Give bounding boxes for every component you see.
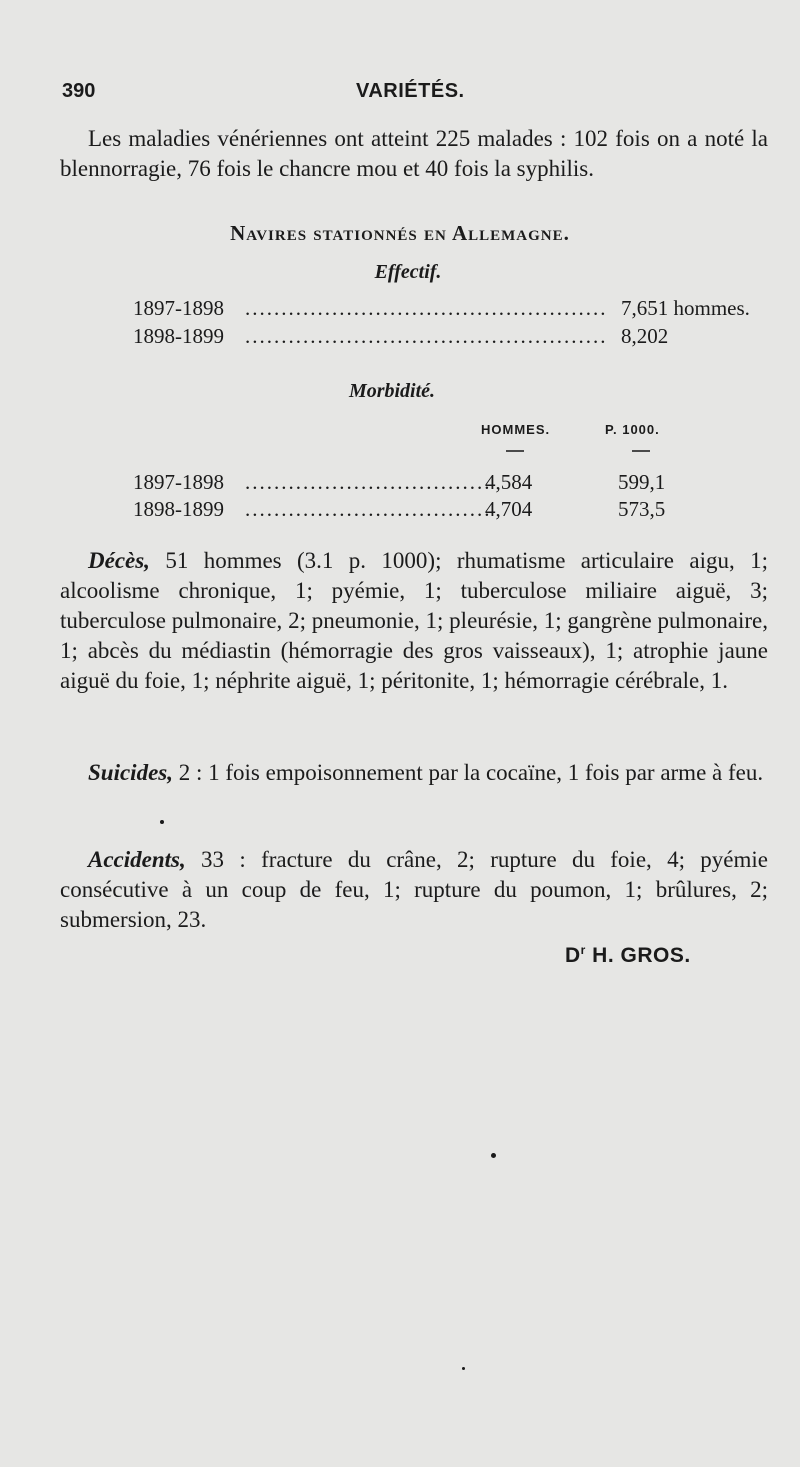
morbidite-heading: Morbidité. — [348, 380, 436, 402]
ink-speck — [462, 1367, 465, 1370]
signature-sup: r — [580, 943, 586, 957]
effectif-value: 8,202 — [621, 324, 669, 348]
column-rule — [632, 450, 650, 452]
suicides-label: Suicides, — [88, 760, 173, 785]
leader-dots: .................................................. — [245, 296, 608, 320]
accidents-label: Accidents, — [88, 847, 186, 872]
morbidite-hommes: 4,704 — [485, 497, 533, 521]
intro-paragraph: Les maladies vénériennes ont atteint 225 malades : 102 fois on a noté la blennorragie, 76 fois le chancre mou et 40 fois la syphilis. — [60, 126, 768, 181]
leader-dots: .................................. — [245, 497, 492, 521]
morbidite-period: 1897-1898 — [133, 470, 224, 494]
effectif-period: 1897-1898 — [133, 296, 224, 320]
section-title: Navires stationnés en Allemagne. — [230, 221, 570, 245]
leader-dots: .................................................. — [245, 324, 608, 348]
suicides-paragraph — [60, 758, 768, 788]
effectif-heading: Effectif. — [374, 261, 442, 283]
ink-speck — [160, 820, 164, 824]
running-head: VARIÉTÉS. — [356, 80, 465, 102]
morbidite-column-headers — [0, 422, 800, 448]
leader-dots: .................................. — [245, 470, 492, 494]
column-rule — [506, 450, 524, 452]
deces-paragraph — [60, 546, 768, 696]
morbidite-hommes: 4,584 — [485, 470, 533, 494]
accidents-paragraph — [60, 845, 768, 935]
effectif-value: 7,651 hommes. — [621, 296, 750, 320]
column-header-p1000: P. 1000. — [605, 422, 660, 437]
author-signature — [565, 943, 691, 968]
morbidite-period: 1898-1899 — [133, 497, 224, 521]
column-header-hommes: HOMMES. — [481, 422, 551, 437]
morbidite-p1000: 599,1 — [618, 470, 666, 494]
morbidite-p1000: 573,5 — [618, 497, 666, 521]
suicides-text: 2 : 1 fois empoisonnement par la cocaïne, 1 fois par arme à feu. — [172, 760, 764, 785]
deces-label: Décès, — [88, 548, 150, 573]
page-number: 390 — [62, 80, 96, 102]
page-header — [62, 80, 738, 110]
signature-name: H. GROS. — [585, 944, 691, 967]
accidents-text: 33 : fracture du crâne, 2; rupture du foie, 4; pyémie consécutive à un coup de feu, 1; rupture du poumon, 1; brûlures, 2; submersion, 23. — [60, 847, 768, 932]
ink-speck — [491, 1153, 496, 1158]
signature-prefix: D — [565, 944, 581, 967]
effectif-period: 1898-1899 — [133, 324, 224, 348]
deces-text: 51 hommes (3.1 p. 1000); rhumatisme articulaire aigu, 1; alcoolisme chronique, 1; pyémie, 1; tuberculose miliaire aiguë, 3; tuberculose pulmonaire, 2; pneumonie, 1; pleurésie, 1; gangrène pulmonaire, 1; abcès du médiastin (hémorragie des gros vaisseaux), 1; atrophie jaune aiguë du foie, 1; néphrite aiguë, 1; péritonite, 1; hémorragie cérébrale, 1. — [60, 548, 768, 693]
